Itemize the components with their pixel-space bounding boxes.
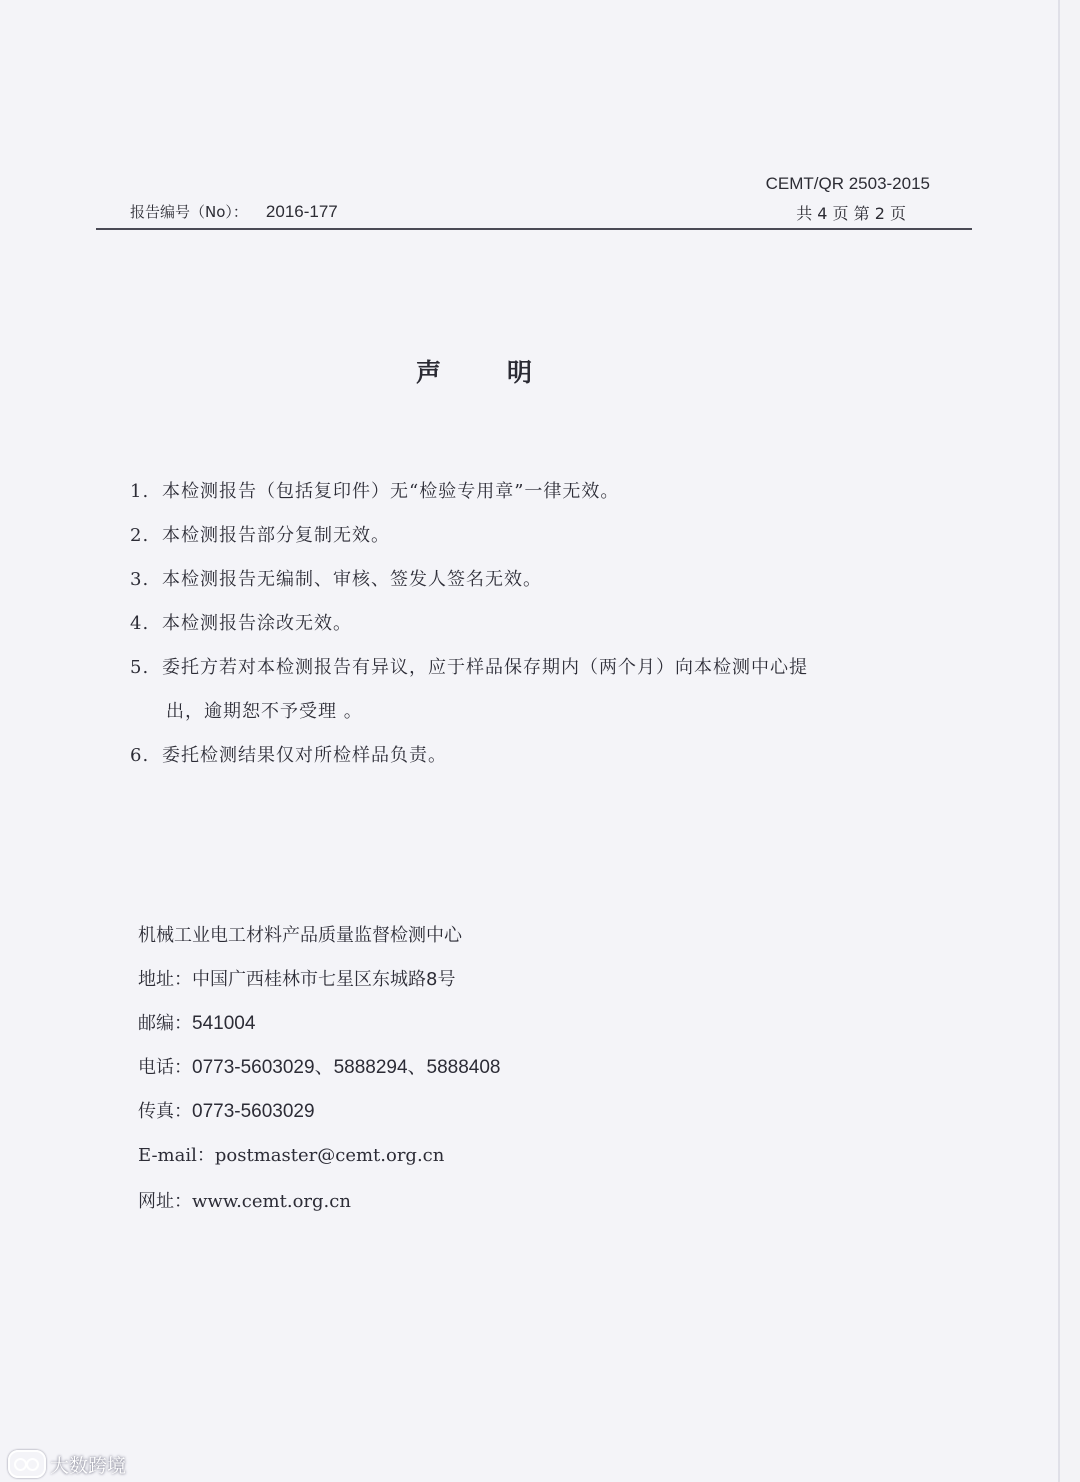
fax-label: 传真：: [138, 1101, 192, 1122]
page-title: 声明: [415, 358, 598, 387]
fax-value: 0773-5603029: [192, 1101, 315, 1122]
statement-list: [130, 470, 910, 778]
statement-text: 委托方若对本检测报告有异议，应于样品保存期内（两个月）向本检测中心提: [162, 657, 808, 678]
organization-info: [138, 914, 501, 1224]
page-info: 共 4 页 第 2 页: [796, 204, 906, 223]
email-value[interactable]: postmaster@cemt.org.cn: [214, 1145, 445, 1166]
address-value: 中国广西桂林市七星区东城路8号: [192, 969, 456, 990]
statement-item: [130, 602, 910, 646]
statement-item: [130, 514, 910, 558]
statement-text: 本检测报告涂改无效。: [162, 613, 352, 634]
statement-item: [130, 558, 910, 602]
statement-number: 6.: [130, 745, 150, 766]
statement-text: 本检测报告无编制、审核、签发人签名无效。: [162, 569, 542, 590]
statement-text: 本检测报告部分复制无效。: [162, 525, 390, 546]
website-value[interactable]: www.cemt.org.cn: [192, 1191, 351, 1212]
report-number: [130, 201, 338, 222]
fax-row: [138, 1090, 501, 1134]
statement-number: 2.: [130, 525, 150, 546]
website-row: [138, 1180, 501, 1224]
statement-text-continued: 出，逾期恕不予受理 。: [166, 701, 363, 722]
statement-item: [130, 734, 910, 778]
organization-name: 机械工业电工材料产品质量监督检测中心: [138, 925, 462, 946]
watermark-text: 大数跨境: [50, 1454, 127, 1477]
statement-number: 3.: [130, 569, 150, 590]
standard-code: CEMT/QR 2503-2015: [765, 174, 930, 193]
phone-label: 电话：: [138, 1057, 192, 1078]
statement-number: 5.: [130, 657, 150, 678]
report-number-value: 2016-177: [265, 202, 338, 221]
report-number-label: 报告编号（No）：: [130, 203, 248, 221]
header-divider: [96, 228, 972, 230]
statement-text: 委托检测结果仅对所检样品负责。: [162, 745, 447, 766]
website-label: 网址：: [138, 1191, 192, 1212]
phone-row: [138, 1046, 501, 1090]
email-label: E-mail：: [138, 1145, 215, 1166]
postcode-row: [138, 1002, 501, 1046]
statement-item: [130, 646, 910, 734]
statement-item: [130, 470, 910, 514]
address-label: 地址：: [138, 969, 192, 990]
email-row: [138, 1134, 501, 1178]
statement-text: 本检测报告（包括复印件）无“检验专用章”一律无效。: [162, 481, 620, 502]
statement-number: 4.: [130, 613, 150, 634]
postcode-value: 541004: [192, 1013, 256, 1034]
phone-value: 0773-5603029、5888294、5888408: [192, 1057, 501, 1078]
watermark-logo-icon: [8, 1450, 46, 1478]
statement-number: 1.: [130, 481, 150, 502]
postcode-label: 邮编：: [138, 1013, 192, 1034]
address-row: [138, 958, 501, 1002]
watermark: [8, 1450, 126, 1478]
